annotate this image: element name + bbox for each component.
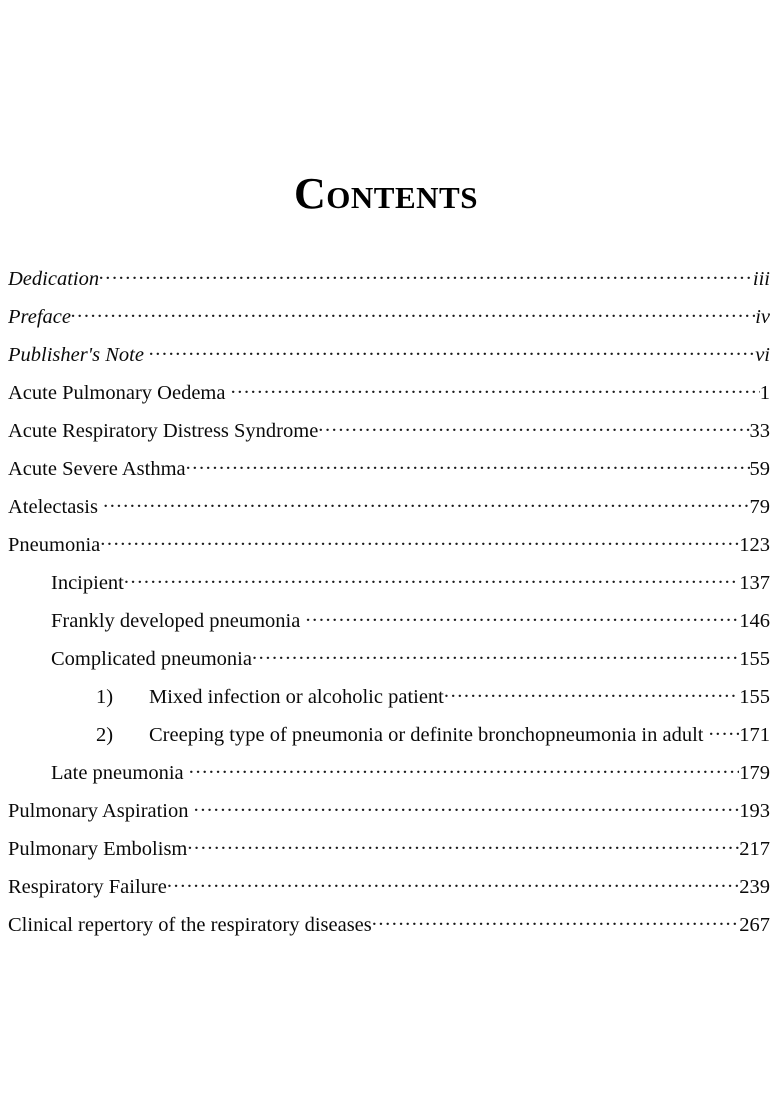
toc-entry[interactable] [8, 910, 770, 948]
toc-entry-label: Complicated pneumonia [51, 647, 252, 670]
toc-entry-label: Pneumonia [8, 533, 101, 556]
toc-entry-label: Incipient [51, 571, 124, 594]
toc-entry-page-number: 217 [739, 837, 770, 860]
toc-entry[interactable] [8, 644, 770, 682]
toc-entry-label: Late pneumonia [51, 761, 184, 784]
toc-entry-page-number: iii [752, 267, 770, 290]
toc-entry[interactable] [8, 530, 770, 568]
toc-entry-label: Dedication [8, 267, 100, 290]
toc-entry-page-number: 1 [759, 381, 770, 404]
dot-leader [186, 454, 750, 475]
toc-entry-label: Frankly developed pneumonia [51, 609, 301, 632]
dot-leader [100, 530, 739, 551]
dot-leader [189, 758, 739, 779]
toc-entry[interactable] [8, 340, 770, 378]
toc-entry[interactable] [8, 796, 770, 834]
toc-entry-number: 2) [96, 723, 114, 746]
toc-entry[interactable] [8, 416, 770, 454]
dot-leader [305, 606, 739, 627]
toc-entry-page-number: 179 [739, 761, 770, 784]
toc-entry-page-number: 193 [739, 799, 770, 822]
toc-entry-page-number: 146 [739, 609, 770, 632]
toc-entry-page-number: 171 [739, 723, 770, 746]
toc-entry-label: Publisher's Note [8, 343, 144, 366]
toc-entry[interactable] [8, 682, 770, 720]
dot-leader [187, 834, 739, 855]
dot-leader [372, 910, 740, 931]
toc-entry[interactable] [8, 264, 770, 302]
toc-entry[interactable] [8, 758, 770, 796]
toc-entry-label: Respiratory Failure [8, 875, 167, 898]
toc-entry-label: Acute Pulmonary Oedema [8, 381, 226, 404]
dot-leader [252, 644, 739, 665]
toc-entry-page-number: vi [755, 343, 770, 366]
dot-leader [318, 416, 749, 437]
toc-entry-page-number: iv [755, 305, 770, 328]
toc-entry-page-number: 239 [739, 875, 770, 898]
toc-entry[interactable] [8, 568, 770, 606]
dot-leader [231, 378, 760, 399]
toc-entry-page-number: 137 [739, 571, 770, 594]
dot-leader [149, 340, 755, 361]
toc-entry[interactable] [8, 454, 770, 492]
dot-leader [194, 796, 740, 817]
toc-entry-page-number: 59 [749, 457, 770, 480]
toc-entry[interactable] [8, 492, 770, 530]
toc-entry[interactable] [8, 720, 770, 758]
dot-leader [167, 872, 739, 893]
dot-leader [709, 720, 740, 741]
toc-entry-page-number: 33 [749, 419, 770, 442]
toc-entry-label: Clinical repertory of the respiratory diseases [8, 913, 372, 936]
toc-entry[interactable] [8, 872, 770, 910]
dot-leader [99, 264, 753, 285]
toc-entry-label: Pulmonary Aspiration [8, 799, 189, 822]
toc-entry-label: Pulmonary Embolism [8, 837, 188, 860]
page-title [8, 0, 770, 216]
toc-entry-number: 1) [96, 685, 114, 708]
toc-entry-page-number: 79 [749, 495, 770, 518]
dot-leader [124, 568, 739, 589]
toc-entry-label: Preface [8, 305, 71, 328]
dot-leader [71, 302, 755, 323]
toc-entry-label: Acute Respiratory Distress Syndrome [8, 419, 319, 442]
dot-leader [444, 682, 739, 703]
toc-entry-label: Creeping type of pneumonia or definite bronchopneumonia in adult [149, 723, 704, 746]
dot-leader [103, 492, 749, 513]
toc-entry-page-number: 267 [739, 913, 770, 936]
page-title-rest: ontents [326, 169, 478, 218]
toc-entry[interactable] [8, 834, 770, 872]
toc-entry[interactable] [8, 606, 770, 644]
toc-entry-page-number: 155 [739, 685, 770, 708]
toc-entry-list [8, 216, 770, 948]
toc-entry-label: Acute Severe Asthma [8, 457, 186, 480]
toc-entry-label: Mixed infection or alcoholic patient [149, 685, 444, 708]
toc-entry[interactable] [8, 302, 770, 340]
toc-entry[interactable] [8, 378, 770, 416]
toc-entry-page-number: 123 [739, 533, 770, 556]
page-title-initial: C [294, 169, 327, 218]
toc-entry-page-number: 155 [739, 647, 770, 670]
toc-entry-label: Atelectasis [8, 495, 98, 518]
